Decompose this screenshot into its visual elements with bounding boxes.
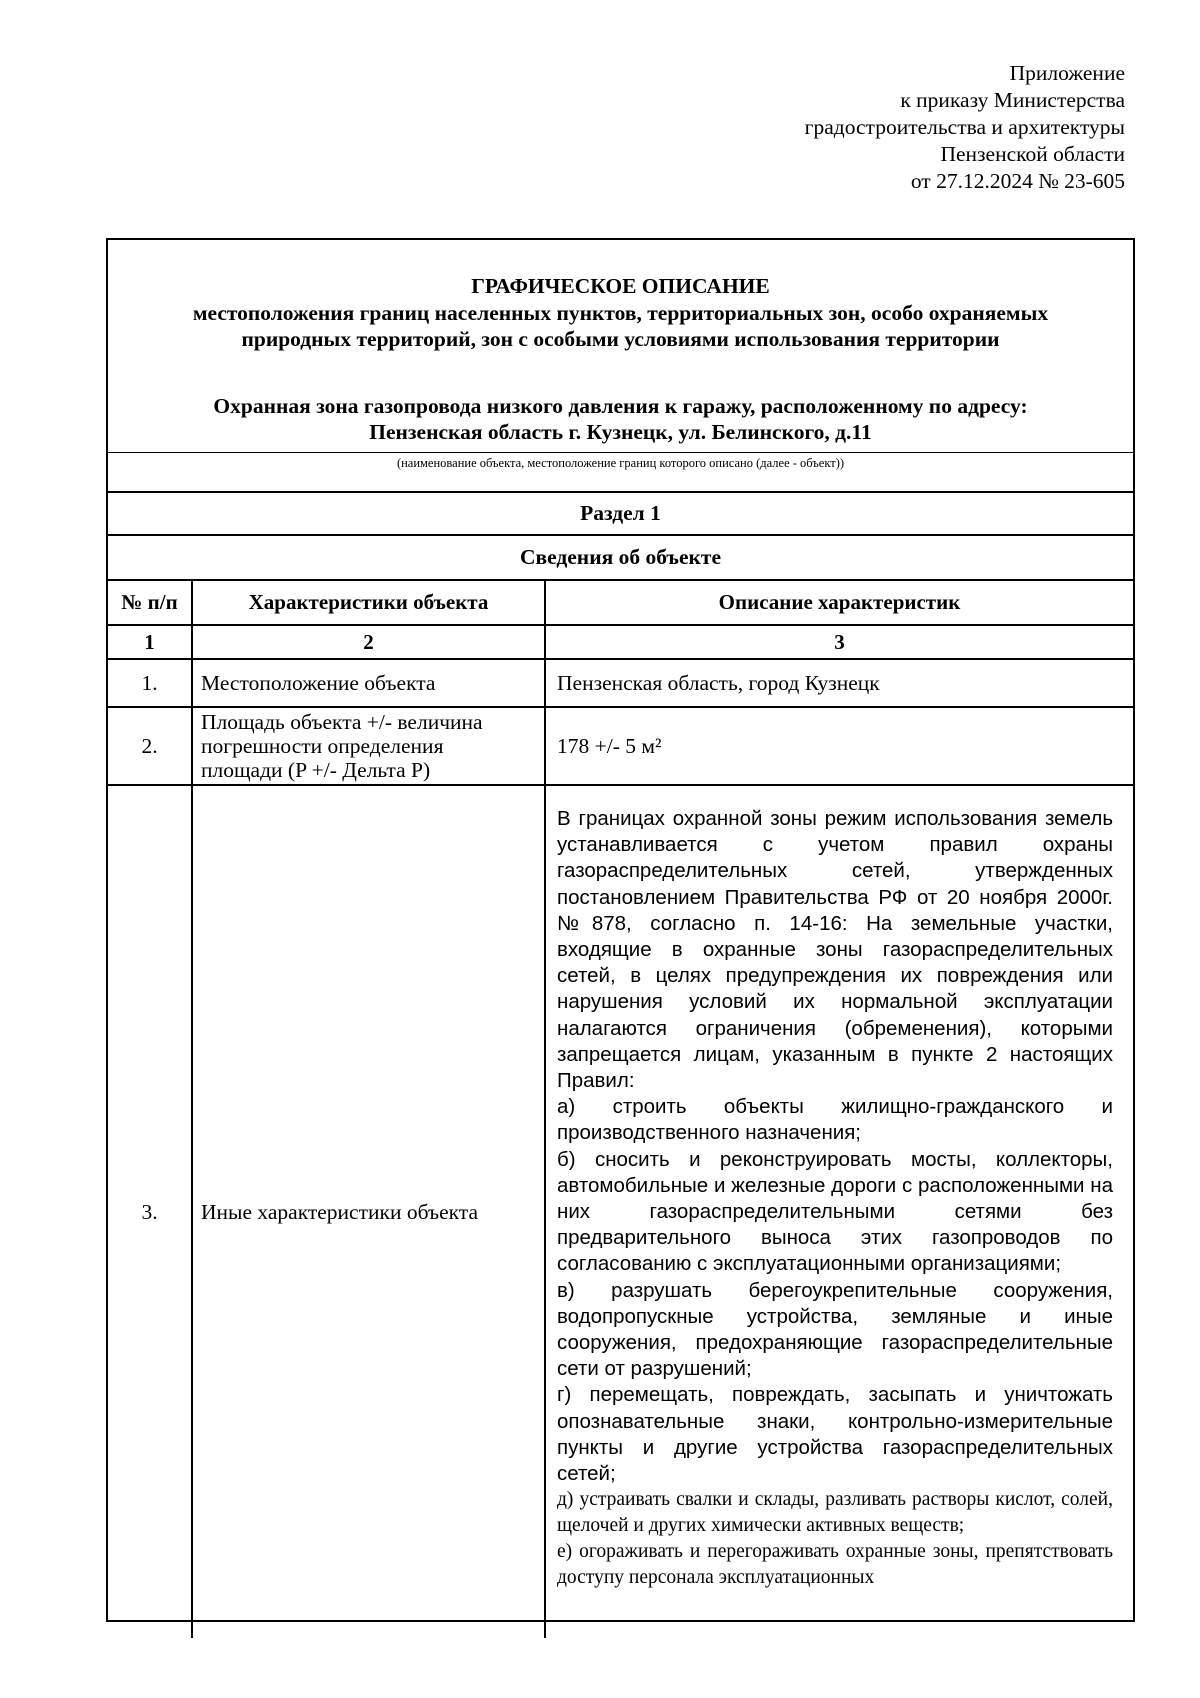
annex-line: Пензенской области [940, 142, 1125, 166]
subtitle-line: местоположения границ населенных пунктов, территориальных зон, особо охраняемых [192, 301, 1049, 325]
object-line: Охранная зона газопровода низкого давления к гаражу, расположенному по адресу: [213, 394, 1028, 418]
restrictions-paragraph: е) огораживать и перегораживать охранные зоны, препятствовать доступу персонала эксплуатационных [557, 1541, 1113, 1589]
characteristic-line: площади (P +/- Дельта P) [201, 758, 431, 782]
table-row [108, 784, 1133, 1638]
annex-line: к приказу Министерства [900, 88, 1125, 112]
row-characteristic: Местоположение объекта [193, 660, 546, 706]
row-characteristic [193, 708, 546, 784]
annex-line: Приложение [1009, 61, 1125, 85]
restrictions-paragraph: В границах охранной зоны режим использования земель устанавливается с учетом правил охраны газораспределительных сетей, утвержденных постановлением Правительства РФ от 20 ноября 2000г. №878, согласно п. 14-16: На земельные участки, входящие в охранные зоны газораспределительных сетей, в целях предупреждения их повреждения или нарушения условий их нормальной эксплуатации налагаются ограничения (обременения), которыми запрещается лицам, указанным в пункте 2 настоящих Правил: [557, 807, 1113, 1093]
object-line: Пензенская область г. Кузнецк, ул. Белинского, д.11 [369, 420, 872, 444]
column-header: № п/п [108, 581, 193, 624]
characteristic-line: погрешности определения [201, 734, 444, 758]
characteristic-line: Площадь объекта +/- величина [201, 710, 483, 734]
annex-line: от 27.12.2024 № 23-605 [910, 169, 1125, 193]
restrictions-paragraph: а) строить объекты жилищно-гражданского и производственного назначения; [557, 1095, 1113, 1145]
section-title-row [108, 491, 1133, 534]
document-title: ГРАФИЧЕСКОЕ ОПИСАНИЕ [471, 274, 770, 298]
document-frame [106, 238, 1135, 1622]
restrictions-paragraph: в) разрушать берегоукрепительные сооружения, водопропускные устройства, земляные и иные сооружения, предохраняющие газораспределительные сети от разрушений; [557, 1278, 1113, 1381]
column-number: 3 [834, 629, 845, 654]
column-numbers-row [108, 624, 1133, 658]
restrictions-paragraph: б) сносить и реконструировать мосты, коллекторы, автомобильные и железные дороги с расположенными на них газораспределительными сетями без предварительного выноса этих газопроводов по согласованию с эксплуатационными организациями; [557, 1147, 1113, 1276]
row-description: 178 +/- 5 м² [557, 733, 662, 758]
section-title: Раздел 1 [580, 501, 661, 525]
annex-block [625, 60, 1125, 195]
restrictions-text [557, 806, 1113, 1591]
row-number: 2. [108, 708, 193, 784]
divider [108, 452, 1133, 453]
row-number: 3. [108, 786, 193, 1638]
table-row [108, 706, 1133, 784]
table-row [108, 658, 1133, 706]
restrictions-paragraph: г) перемещать, повреждать, засыпать и уничтожать опознавательные знаки, контрольно-измерительные пункты и другие устройства газораспределительных сетей; [557, 1383, 1113, 1486]
column-header: Характеристики объекта [193, 581, 546, 624]
characteristics-table [108, 491, 1133, 1638]
annex-line: градостроительства и архитектуры [804, 115, 1125, 139]
section-subtitle-row [108, 534, 1133, 579]
row-description [546, 786, 1133, 1638]
table-header-row [108, 579, 1133, 624]
row-number: 1. [108, 660, 193, 706]
column-number: 1 [108, 626, 193, 658]
section-subtitle: Сведения об объекте [519, 545, 721, 569]
subtitle-line: природных территорий, зон с особыми условиями использования территории [241, 327, 1000, 351]
column-number: 2 [193, 626, 546, 658]
object-caption: (наименование объекта, местоположение границ которого описано (далее - объект)) [396, 456, 845, 470]
object-name [108, 393, 1133, 445]
row-characteristic: Иные характеристики объекта [193, 786, 546, 1638]
restrictions-paragraph: д) устраивать свалки и склады, разливать растворы кислот, солей, щелочей и других химически активных веществ; [557, 1489, 1113, 1537]
document-subtitle [108, 300, 1133, 352]
column-header: Описание характеристик [718, 590, 961, 614]
row-description: Пензенская область, город Кузнецк [557, 670, 880, 695]
